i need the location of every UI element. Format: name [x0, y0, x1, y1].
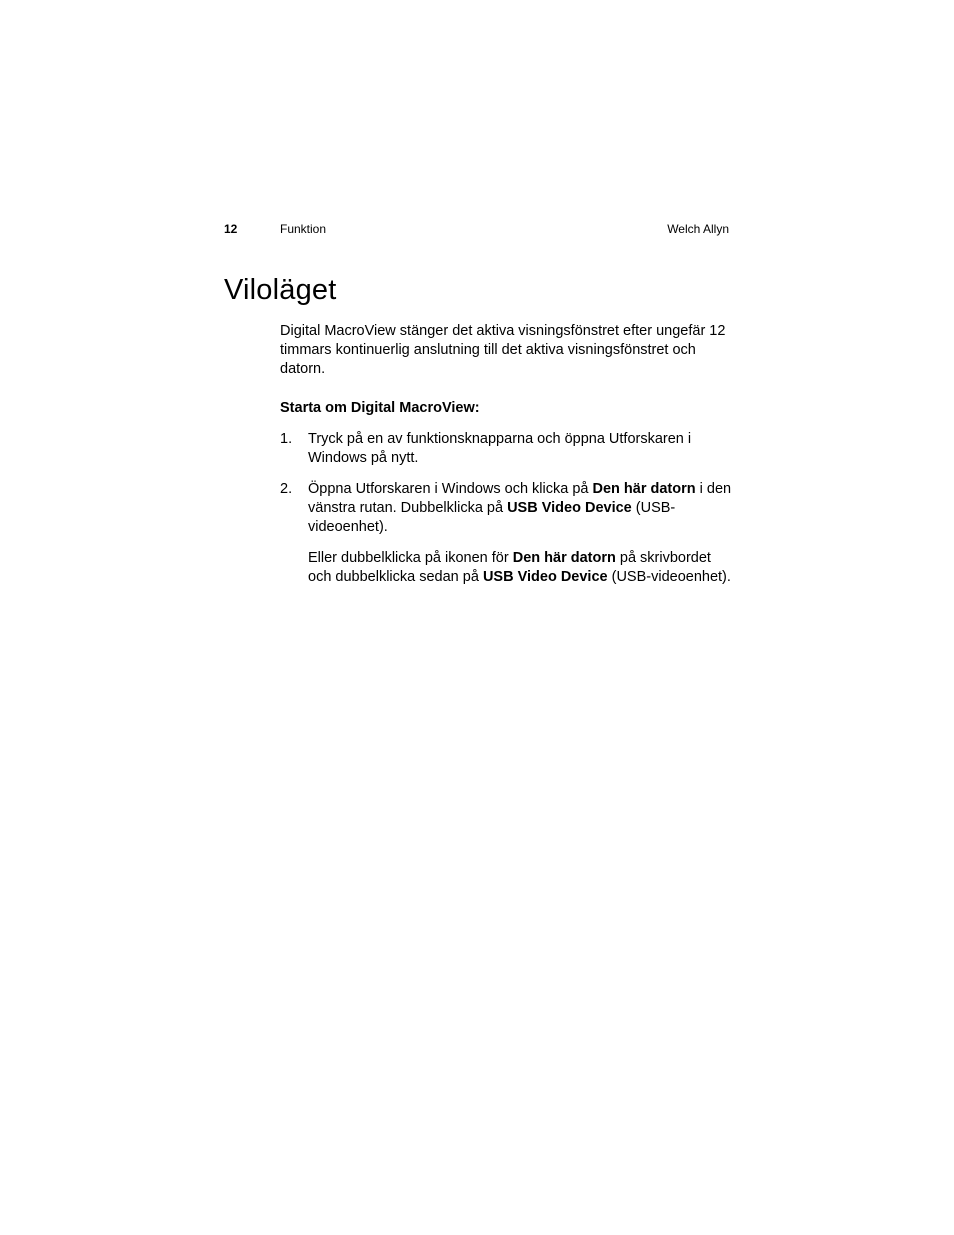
brand-name: Welch Allyn	[667, 222, 729, 236]
step-followup-text	[308, 549, 732, 587]
step-2	[280, 480, 732, 587]
section-name: Funktion	[280, 222, 327, 236]
step-text-part: (USB-videoenhet).	[607, 569, 731, 585]
step-1	[280, 430, 732, 468]
step-text-part: på skrivbordet och dubbelklicka sedan på	[308, 550, 711, 585]
body-content	[280, 322, 732, 599]
step-text	[308, 480, 732, 537]
step-text-part: i den vänstra rutan. Dubbelklicka på	[308, 481, 732, 516]
page-heading: Viloläget	[224, 274, 337, 306]
step-number: 1.	[280, 431, 293, 447]
running-header	[224, 220, 729, 238]
term-den-har-datorn: Den här datorn	[512, 550, 616, 566]
term-den-har-datorn: Den här datorn	[592, 481, 696, 497]
step-number: 2.	[280, 481, 293, 497]
term-usb-video-device: USB Video Device	[482, 569, 608, 585]
procedure-subheading: Starta om Digital MacroView:	[280, 400, 480, 416]
procedure-steps	[280, 430, 732, 587]
term-usb-video-device: USB Video Device	[507, 500, 632, 516]
page-number: 12	[224, 222, 238, 236]
step-text-part: Eller dubbelklicka på ikonen för	[308, 550, 513, 566]
step-text-part: Öppna Utforskaren i Windows och klicka på	[308, 481, 593, 497]
step-text-part: (USB-videoenhet).	[308, 500, 676, 535]
step-text: Tryck på en av funktionsknapparna och öppna Utforskaren i Windows på nytt.	[308, 431, 692, 466]
intro-paragraph: Digital MacroView stänger det aktiva visningsfönstret efter ungefär 12 timmars kontinuerlig anslutning till det aktiva visningsfönstret och datorn.	[280, 323, 726, 377]
